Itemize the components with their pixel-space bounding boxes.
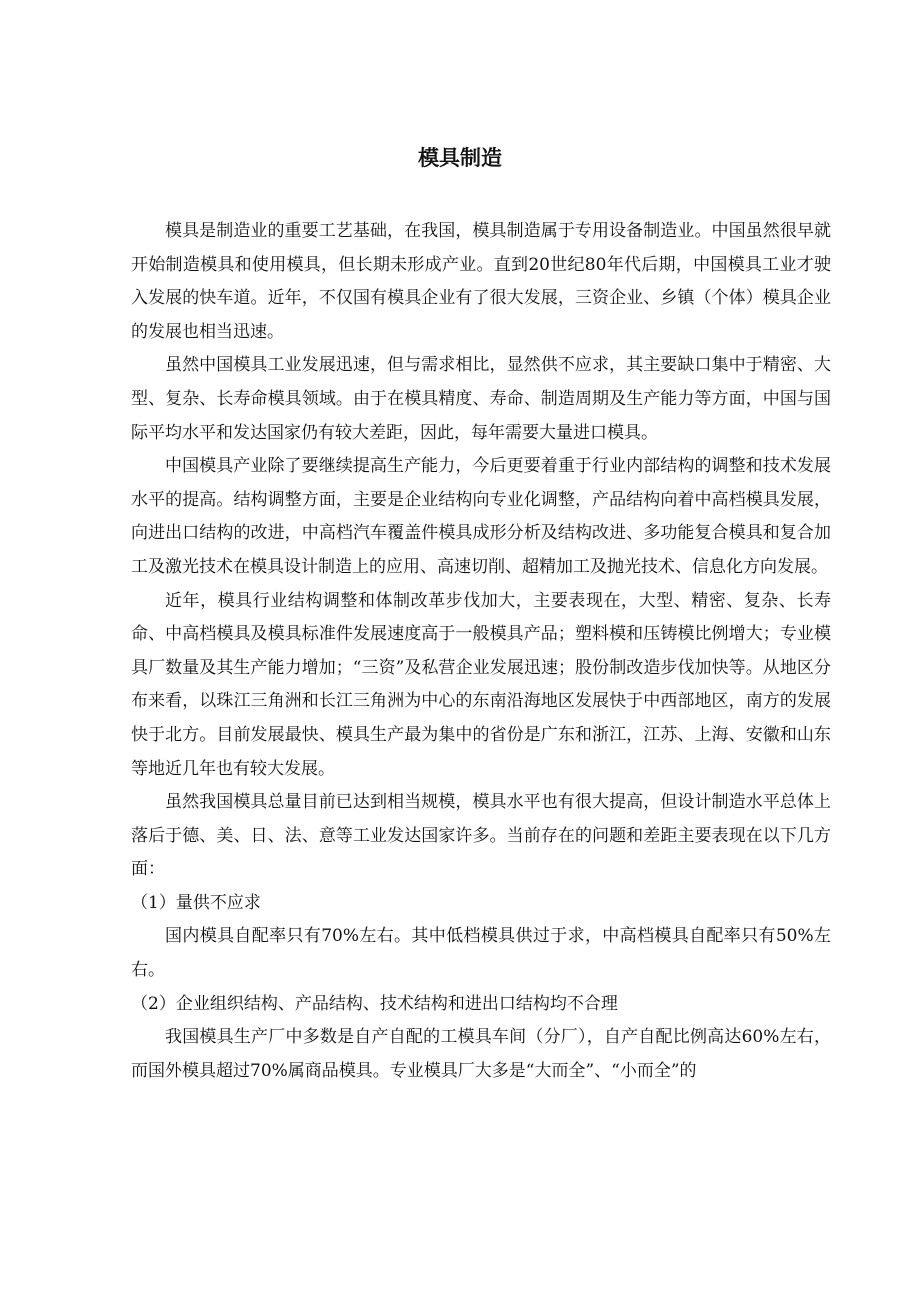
paragraph-factory-structure: 我国模具生产厂中多数是自产自配的工模具车间（分厂），自产自配比例高达60%左右，而国外模具超过70%属商品模具。专业模具厂大多是“大而全”、“小而全”的 <box>131 1027 831 1081</box>
section-heading-1: （1）量供不应求 <box>131 892 261 913</box>
paragraph-problems-intro: 虽然我国模具总量目前已达到相当规模，模具水平也有很大提高，但设计制造水平总体上落后于德、美、日、法、意等工业发达国家许多。当前存在的问题和差距主要表现在以下几方面： <box>131 792 831 880</box>
paragraph-self-sufficiency: 国内模具自配率只有70%左右。其中低档模具供过于求，中高档模具自配率只有50%左右。 <box>131 926 831 981</box>
paragraph-structure-adjustment: 中国模具产业除了要继续提高生产能力，今后更要着重于行业内部结构的调整和技术发展水平的提高。结构调整方面，主要是企业结构向专业化调整，产品结构向着中高档模具发展，向进出口结构的改进，中高档汽车覆盖件模具成形分析及结构改进、多功能复合模具和复合加工及激光技术在模具设计制造上的应用、高速切削、超精加工及抛光技术、信息化方向发展。 <box>131 456 831 577</box>
paragraph-industry-reform: 近年，模具行业结构调整和体制改革步伐加大，主要表现在，大型、精密、复杂、长寿命、中高档模具及模具标准件发展速度高于一般模具产品；塑料模和压铸模比例增大；专业模具厂数量及其生产能力增加；“三资”及私营企业发展迅速；股份制改造步伐加快等。从地区分布来看，以珠江三角洲和长江三角洲为中心的东南沿海地区发展快于中西部地区，南方的发展快于北方。目前发展最快、模具生产最为集中的省份是广东和浙江，江苏、上海、安徽和山东等地近几年也有较大发展。 <box>131 590 831 779</box>
section-heading-2: （2）企业组织结构、产品结构、技术结构和进出口结构均不合理 <box>131 993 618 1014</box>
paragraph-intro: 模具是制造业的重要工艺基础，在我国，模具制造属于专用设备制造业。中国虽然很早就开始制造模具和使用模具，但长期未形成产业。直到20世纪80年代后期，中国模具工业才驶入发展的快车道。近年，不仅国有模具企业有了很大发展，三资企业、乡镇（个体）模具企业的发展也相当迅速。 <box>131 221 831 342</box>
paragraph-supply-gap: 虽然中国模具工业发展迅速，但与需求相比，显然供不应求，其主要缺口集中于精密、大型、复杂、长寿命模具领域。由于在模具精度、寿命、制造周期及生产能力等方面，中国与国际平均水平和发达国家仍有较大差距，因此，每年需要大量进口模具。 <box>131 355 831 443</box>
page-title: 模具制造 <box>418 146 502 170</box>
document-body <box>131 215 831 1088</box>
